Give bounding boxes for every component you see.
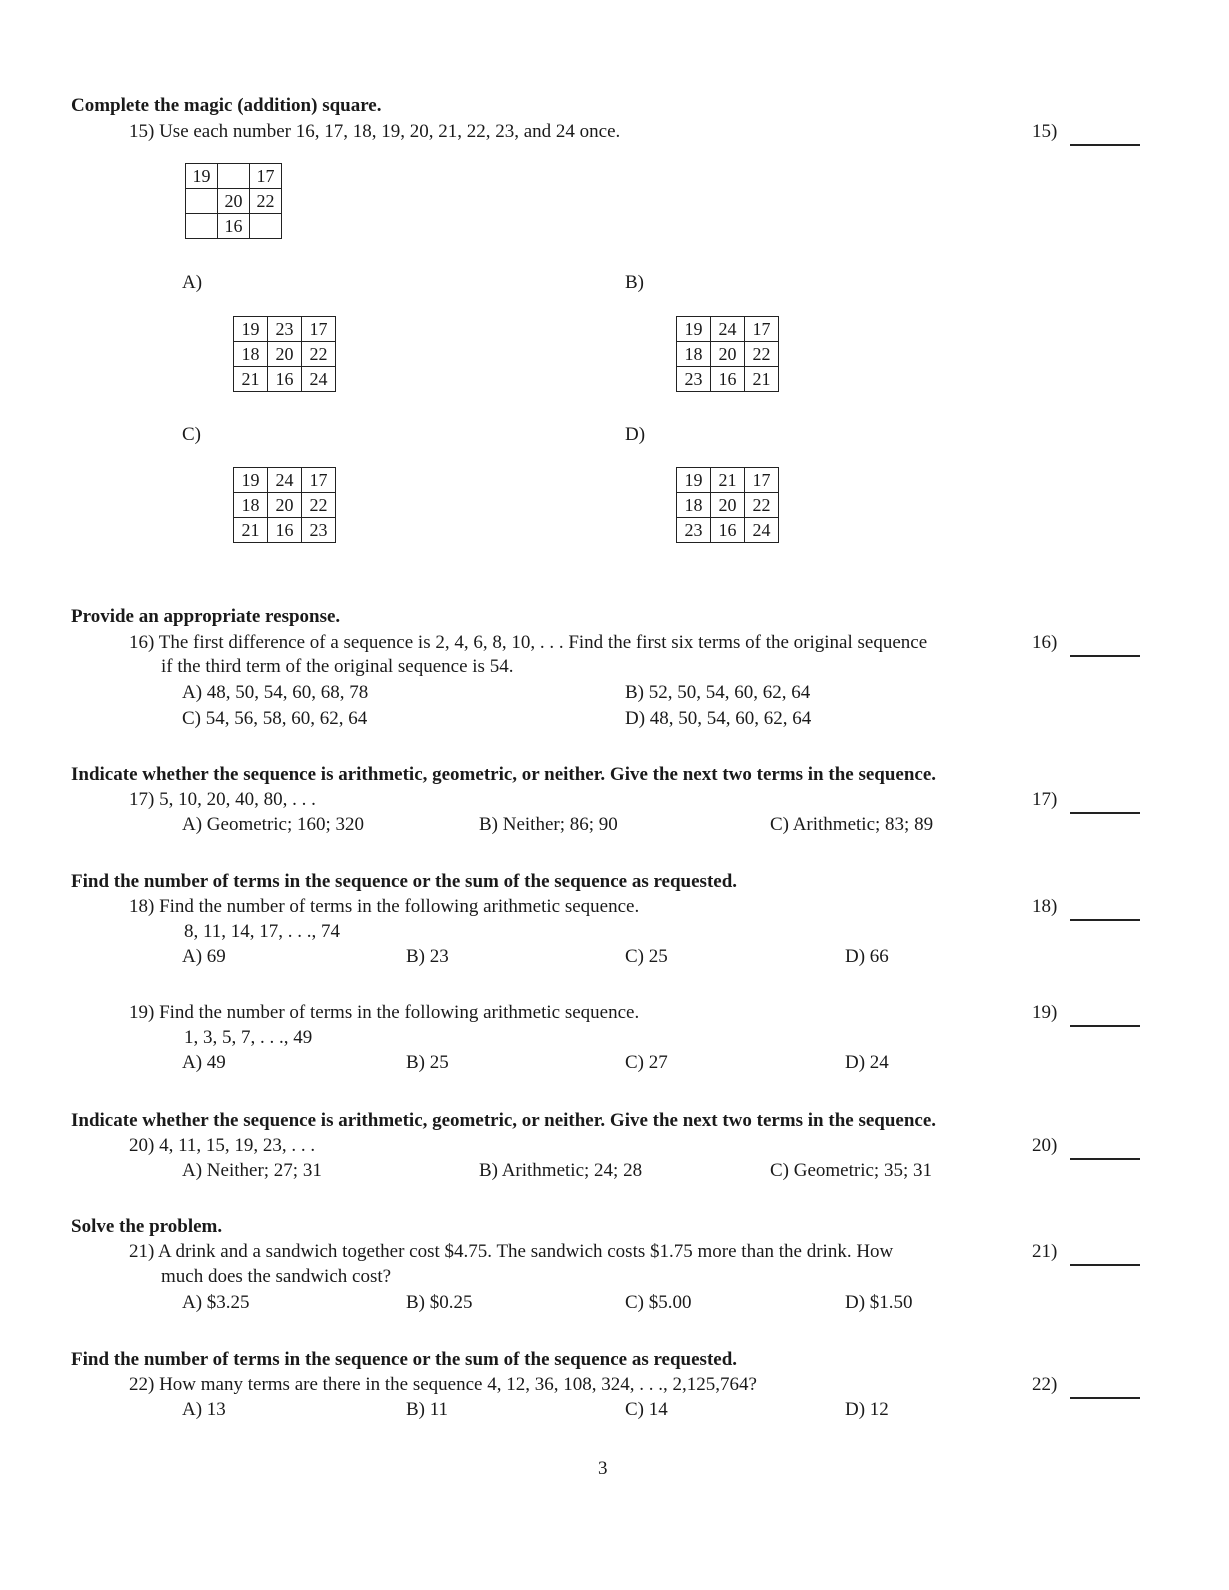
choice-a: A) 48, 50, 54, 60, 68, 78 xyxy=(182,682,369,703)
section-heading: Find the number of terms in the sequence or the sum of the sequence as requested. xyxy=(71,871,738,892)
square-cell: 23 xyxy=(268,317,302,342)
square-cell: 19 xyxy=(677,317,711,342)
magic-square-choice-d xyxy=(676,467,779,543)
section-heading: Indicate whether the sequence is arithmetic, geometric, or neither. Give the next two terms in the sequence. xyxy=(71,764,937,785)
section-heading: Complete the magic (addition) square. xyxy=(71,95,382,116)
square-cell: 22 xyxy=(250,189,282,214)
question-19-sequence: 1, 3, 5, 7, . . ., 49 xyxy=(184,1027,313,1048)
choice-c: C) Geometric; 35; 31 xyxy=(770,1160,932,1181)
magic-square-choice-b xyxy=(676,316,779,392)
square-cell: 22 xyxy=(302,493,336,518)
square-cell: 16 xyxy=(268,367,302,392)
square-cell xyxy=(218,164,250,189)
square-cell: 20 xyxy=(711,342,745,367)
choice-b: B) Arithmetic; 24; 28 xyxy=(479,1160,643,1181)
square-cell: 16 xyxy=(711,518,745,543)
section-heading: Find the number of terms in the sequence or the sum of the sequence as requested. xyxy=(71,1349,738,1370)
choice-b: B) Neither; 86; 90 xyxy=(479,814,618,835)
answer-blank-18[interactable] xyxy=(1070,919,1140,921)
square-cell: 18 xyxy=(234,493,268,518)
choice-b: B) 11 xyxy=(406,1399,449,1420)
question-20-number: 20) xyxy=(1032,1135,1058,1156)
choice-label-a: A) xyxy=(182,272,203,293)
square-cell: 17 xyxy=(745,317,779,342)
square-cell: 20 xyxy=(268,493,302,518)
square-cell: 17 xyxy=(302,468,336,493)
square-cell: 23 xyxy=(677,518,711,543)
question-15-text: 15) Use each number 16, 17, 18, 19, 20, 21, 22, 23, and 24 once. xyxy=(129,121,621,142)
square-cell: 21 xyxy=(234,518,268,543)
square-cell: 18 xyxy=(234,342,268,367)
square-cell: 24 xyxy=(711,317,745,342)
square-cell: 16 xyxy=(711,367,745,392)
square-cell: 19 xyxy=(234,317,268,342)
question-16-text-cont: if the third term of the original sequence is 54. xyxy=(161,656,514,677)
choice-label-d: D) xyxy=(625,424,646,445)
answer-blank-16[interactable] xyxy=(1070,655,1140,657)
square-cell: 21 xyxy=(745,367,779,392)
choice-c: C) 14 xyxy=(625,1399,668,1420)
answer-blank-20[interactable] xyxy=(1070,1158,1140,1160)
square-cell: 19 xyxy=(677,468,711,493)
question-16-number: 16) xyxy=(1032,632,1058,653)
choice-d: D) 48, 50, 54, 60, 62, 64 xyxy=(625,708,812,729)
square-cell: 20 xyxy=(218,189,250,214)
square-cell: 17 xyxy=(745,468,779,493)
question-21-text: 21) A drink and a sandwich together cost $4.75. The sandwich costs $1.75 more than the drink. How xyxy=(129,1241,894,1262)
square-cell: 17 xyxy=(250,164,282,189)
question-20-text: 20) 4, 11, 15, 19, 23, . . . xyxy=(129,1135,316,1156)
magic-square-choice-c xyxy=(233,467,336,543)
choice-d: D) $1.50 xyxy=(845,1292,913,1313)
square-cell: 20 xyxy=(711,493,745,518)
square-cell: 18 xyxy=(677,342,711,367)
magic-square-question xyxy=(185,163,282,239)
choice-b: B) 23 xyxy=(406,946,449,967)
answer-blank-21[interactable] xyxy=(1070,1264,1140,1266)
square-cell: 16 xyxy=(218,214,250,239)
choice-d: D) 12 xyxy=(845,1399,889,1420)
square-cell: 23 xyxy=(677,367,711,392)
choice-a: A) $3.25 xyxy=(182,1292,250,1313)
answer-blank-19[interactable] xyxy=(1070,1025,1140,1027)
choice-a: A) Neither; 27; 31 xyxy=(182,1160,322,1181)
choice-c: C) Arithmetic; 83; 89 xyxy=(770,814,934,835)
section-heading: Indicate whether the sequence is arithmetic, geometric, or neither. Give the next two terms in the sequence. xyxy=(71,1110,937,1131)
square-cell xyxy=(186,189,218,214)
square-cell: 24 xyxy=(745,518,779,543)
question-22-number: 22) xyxy=(1032,1374,1058,1395)
question-16-text: 16) The first difference of a sequence is 2, 4, 6, 8, 10, . . . Find the first six terms of the original sequence xyxy=(129,632,928,653)
choice-b: B) 52, 50, 54, 60, 62, 64 xyxy=(625,682,811,703)
square-cell: 19 xyxy=(186,164,218,189)
square-cell: 22 xyxy=(745,342,779,367)
question-21-number: 21) xyxy=(1032,1241,1058,1262)
square-cell xyxy=(250,214,282,239)
choice-a: A) 69 xyxy=(182,946,226,967)
question-19-number: 19) xyxy=(1032,1002,1058,1023)
choice-c: C) $5.00 xyxy=(625,1292,692,1313)
choice-c: C) 54, 56, 58, 60, 62, 64 xyxy=(182,708,368,729)
section-heading: Provide an appropriate response. xyxy=(71,606,341,627)
square-cell: 18 xyxy=(677,493,711,518)
square-cell: 20 xyxy=(268,342,302,367)
question-18-sequence: 8, 11, 14, 17, . . ., 74 xyxy=(184,921,341,942)
square-cell: 22 xyxy=(302,342,336,367)
question-17-text: 17) 5, 10, 20, 40, 80, . . . xyxy=(129,789,316,810)
square-cell: 24 xyxy=(302,367,336,392)
page-number: 3 xyxy=(598,1458,608,1479)
square-cell: 21 xyxy=(711,468,745,493)
answer-blank-17[interactable] xyxy=(1070,812,1140,814)
choice-d: D) 66 xyxy=(845,946,889,967)
choice-a: A) 13 xyxy=(182,1399,226,1420)
question-21-text-cont: much does the sandwich cost? xyxy=(161,1266,392,1287)
choice-label-b: B) xyxy=(625,272,644,293)
choice-a: A) Geometric; 160; 320 xyxy=(182,814,365,835)
question-22-text: 22) How many terms are there in the sequence 4, 12, 36, 108, 324, . . ., 2,125,764? xyxy=(129,1374,757,1395)
question-18-number: 18) xyxy=(1032,896,1058,917)
question-15-number: 15) xyxy=(1032,121,1058,142)
answer-blank-15[interactable] xyxy=(1070,144,1140,146)
choice-c: C) 25 xyxy=(625,946,668,967)
square-cell: 22 xyxy=(745,493,779,518)
square-cell: 21 xyxy=(234,367,268,392)
square-cell: 17 xyxy=(302,317,336,342)
choice-a: A) 49 xyxy=(182,1052,226,1073)
choice-b: B) 25 xyxy=(406,1052,449,1073)
choice-b: B) $0.25 xyxy=(406,1292,473,1313)
square-cell: 24 xyxy=(268,468,302,493)
choice-d: D) 24 xyxy=(845,1052,889,1073)
square-cell xyxy=(186,214,218,239)
question-17-number: 17) xyxy=(1032,789,1058,810)
answer-blank-22[interactable] xyxy=(1070,1397,1140,1399)
square-cell: 23 xyxy=(302,518,336,543)
question-18-text: 18) Find the number of terms in the following arithmetic sequence. xyxy=(129,896,640,917)
square-cell: 19 xyxy=(234,468,268,493)
question-19-text: 19) Find the number of terms in the following arithmetic sequence. xyxy=(129,1002,640,1023)
magic-square-choice-a xyxy=(233,316,336,392)
choice-c: C) 27 xyxy=(625,1052,668,1073)
square-cell: 16 xyxy=(268,518,302,543)
choice-label-c: C) xyxy=(182,424,201,445)
section-heading: Solve the problem. xyxy=(71,1216,223,1237)
